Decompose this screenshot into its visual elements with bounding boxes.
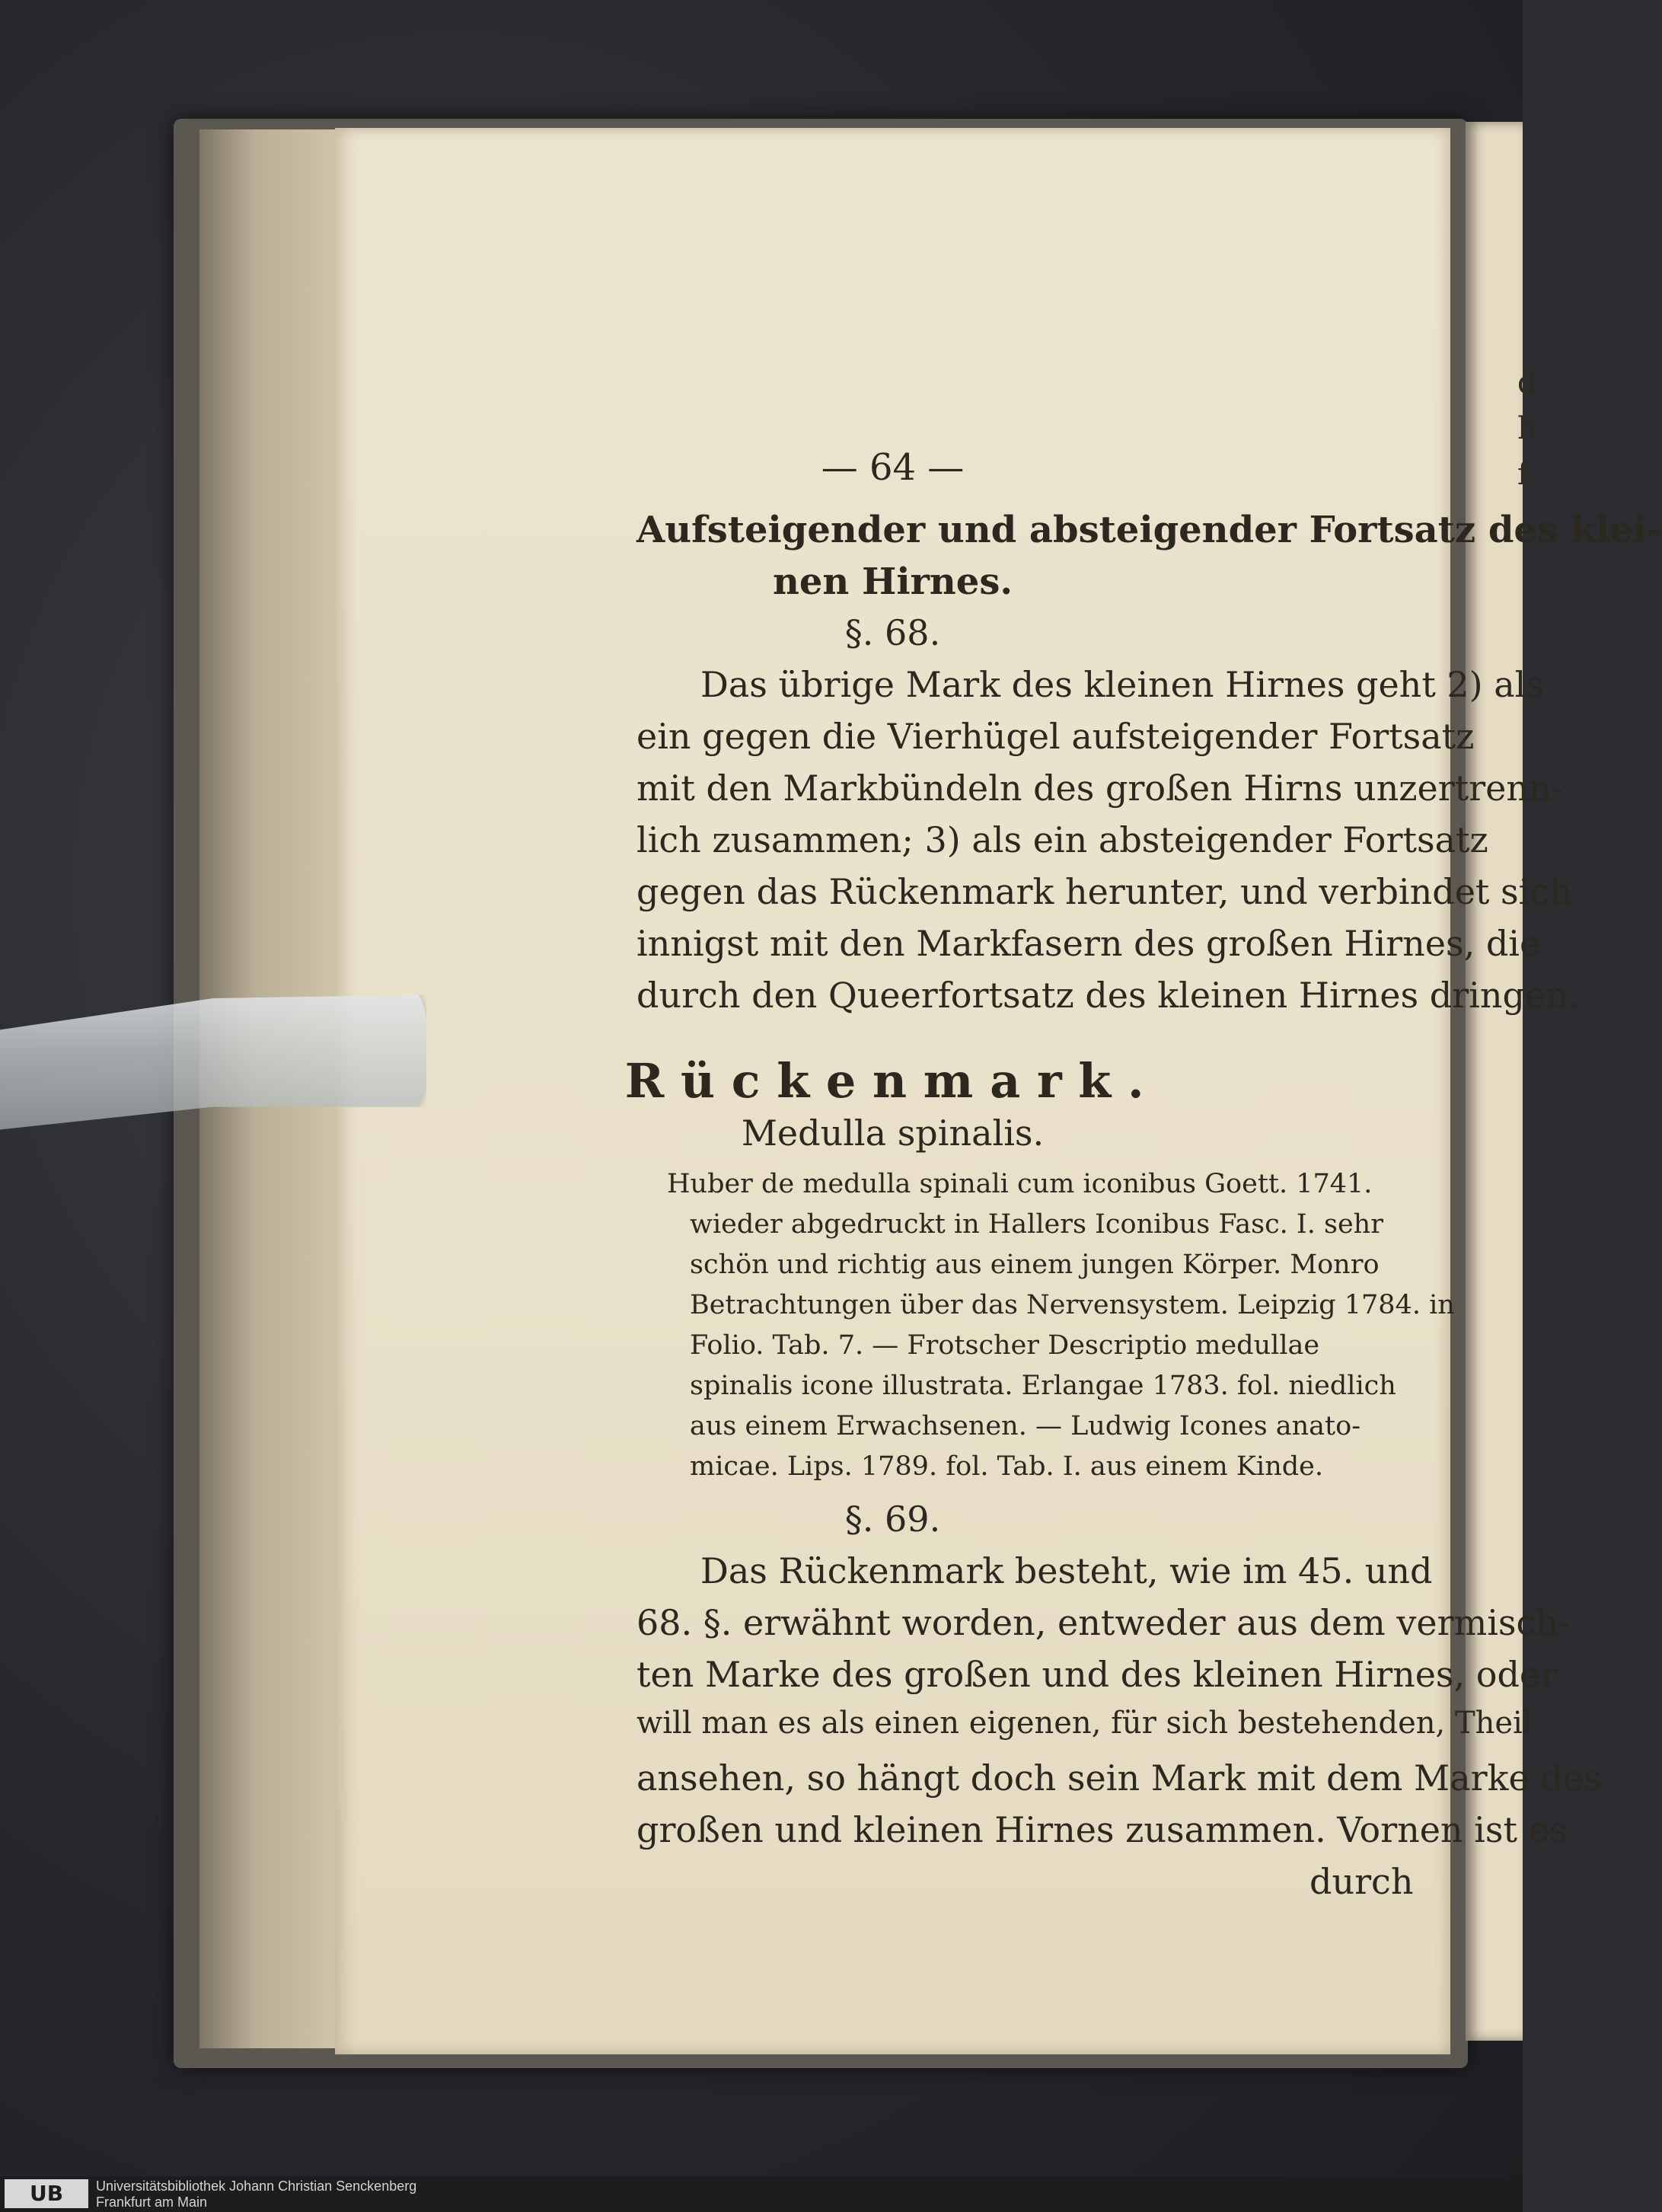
heading-line: Aufsteigender und absteigender Fortsatz des klei- [636,509,1662,551]
reference-line: schön und richtig aus einem jungen Körper. Monro [690,1250,1380,1280]
paragraph-line: Das übrige Mark des kleinen Hirnes geht 2) als [700,664,1544,705]
footer-bar [0,2176,1523,2212]
page-text [335,128,1662,2054]
facing-page-fragment: f [1517,457,1529,492]
heading-line: nen Hirnes. [772,560,1013,603]
paragraph-line: ten Marke des großen und des kleinen Hirnes, oder [636,1654,1558,1695]
reference-line: micae. Lips. 1789. fol. Tab. I. aus einem Kinde. [690,1451,1323,1482]
paragraph-line: durch den Queerfortsatz des kleinen Hirnes dringen. [636,975,1580,1016]
library-logo: UB [5,2179,88,2208]
reference-line: Betrachtungen über das Nervensystem. Leipzig 1784. in [690,1290,1455,1320]
section-subtitle: Medulla spinalis. [741,1112,1045,1154]
paragraph-line: innigst mit den Markfasern des großen Hirnes, die [636,923,1541,964]
catchword: durch [1310,1861,1414,1902]
section-number: §. 69. [844,1499,941,1540]
book-page [335,128,1662,2054]
page-number: — 64 — [821,446,965,489]
reference-line: aus einem Erwachsenen. — Ludwig Icones anato- [690,1411,1361,1441]
reference-line: Folio. Tab. 7. — Frotscher Descriptio medullae [690,1330,1320,1361]
section-number: §. 68. [844,612,941,653]
paragraph-line: ein gegen die Vierhügel aufsteigender Fortsatz [636,716,1475,757]
facing-page-edge [1466,122,1537,2041]
paragraph-line: Das Rückenmark besteht, wie im 45. und [700,1550,1433,1591]
paragraph-line: mit den Markbündeln des großen Hirns unzertrenn- [636,768,1564,809]
reference-line: Huber de medulla spinali cum iconibus Goett. 1741. [667,1169,1373,1199]
reference-line: spinalis icone illustrata. Erlangae 1783. fol. niedlich [690,1371,1396,1401]
paragraph-line: will man es als einen eigenen, für sich bestehenden, Theil [636,1706,1533,1741]
paragraph-line: gegen das Rückenmark herunter, und verbindet sich [636,871,1572,912]
reference-line: wieder abgedruckt in Hallers Iconibus Fasc. I. sehr [690,1209,1383,1240]
paragraph-line: großen und kleinen Hirnes zusammen. Vornen ist es [636,1809,1568,1850]
facing-page-fragment: h [1517,411,1537,446]
paragraph-line: lich zusammen; 3) als ein absteigender Fortsatz [636,819,1488,860]
facing-page-fragment: d [1517,365,1537,401]
paragraph-line: ansehen, so hängt doch sein Mark mit dem Marke des [636,1757,1602,1799]
section-title: Rückenmark. [624,1053,1161,1109]
footer-institution: Universitätsbibliothek Johann Christian Senckenberg [96,2178,417,2194]
footer-city: Frankfurt am Main [96,2194,208,2210]
paragraph-line: 68. §. erwähnt worden, entweder aus dem vermisch- [636,1602,1571,1643]
